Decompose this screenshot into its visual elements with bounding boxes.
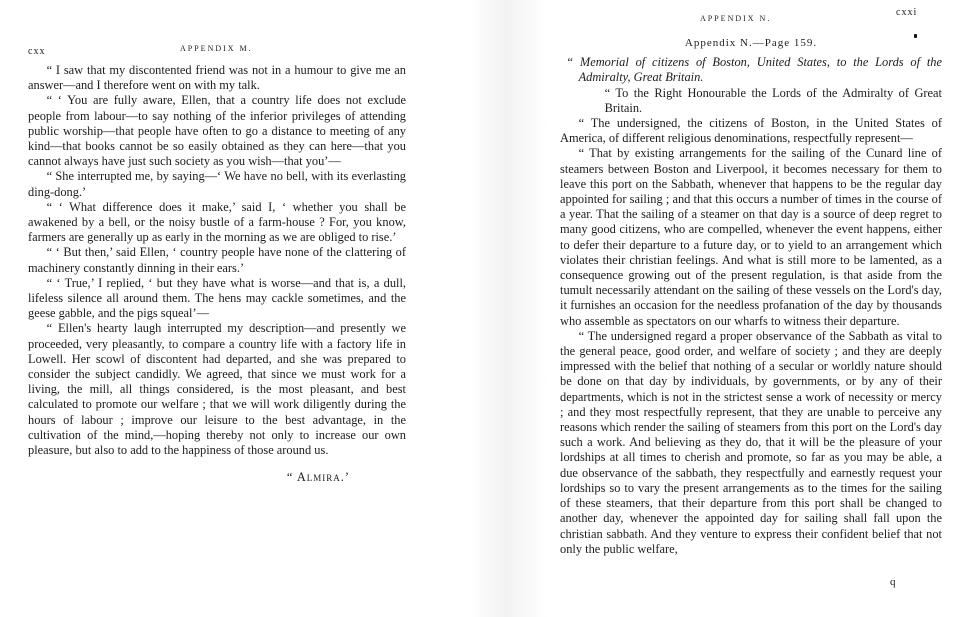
right-body-text [560, 36, 942, 557]
signature-almira: “ Almira.’ [286, 470, 350, 485]
appendix-n-heading: Appendix N.—Page 159. [684, 37, 818, 49]
left-paragraph-6: “ ‘ True,’ I replied, ‘ but they have what is worse—and that is, a dull, lifeless silence all around them. The hens may cackle sometimes, and the geese gabble, and the pigs squeal’— [28, 275, 406, 321]
left-running-head: APPENDIX M. [180, 44, 253, 53]
address-line: “ To the Right Honourable the Lords of the Admiralty of Great Britain. [604, 85, 942, 115]
right-paragraph-3: “ The undersigned regard a proper observance of the Sabbath as vital to the general peace, good order, and welfare of society ; and they are deeply impressed with the belief that nothing of a secular or worldly nature should be done on that day by individuals, by governments, or by any of their departments, which is not in the strictest sense a work of necessity or mercy ; and they most respectfully represent, that they are unable to perceive any reasons which render the sailing of steamers from this port on the Lord's day such a work. And believing as they do, that it will be the pleasure of your lordships at all times to cherish and promote, so far as you may be able, a due observance of the sabbath, they respectfully and earnestly request your lordships so to vary the present arrangements as to the times for the sailing of these steamers, that their departure from this port shall be changed to another day, whenever the appointed day for sailing shall fall upon the christian sabbath. And they venture to express their confident belief that not only the public welfare, [560, 328, 942, 556]
right-paragraph-1: “ The undersigned, the citizens of Boston, in the United States of America, of different religious denominations, respectfully represent— [560, 116, 942, 146]
left-paragraph-2: “ ‘ You are fully aware, Ellen, that a country life does not exclude people from labour—to say nothing of the inferior privileges of attending public worship—that people have often to go a distance to meeting of any kind—that books cannot be so easily obtained as they can here—that you cannot always have just such society as you wish—that you’— [28, 93, 406, 169]
left-paragraph-5: “ ‘ But then,’ said Ellen, ‘ country people have none of the clattering of machinery constantly dinning in their ears.’ [28, 245, 406, 275]
book-gutter [470, 0, 548, 617]
left-paragraph-3: “ She interrupted me, by saying—‘ We have no bell, with its everlasting ding-dong.’ [28, 169, 406, 199]
right-paragraph-2: “ That by existing arrangements for the sailing of the Cunard line of steamers between Boston and Liverpool, it becomes necessary for them to leave this port on the Sabbath, whenever that happens to be the regular day appointed for sailing ; and that this occurs a number of times in the course of a year. That the sailing of a steamer on that day is a source of deep regret to many good citizens, who are compelled, whenever the event happens, either to defer their departure to a future day, or to yield to an arrangement which violates their christian feelings. And what is still more to be lamented, as a consequence growing out of the present regulation, is that aside from the tumult necessarily attendant on the sailing of these vessels on the Lord's day, it furnishes an occasion for the needless profanation of the day by thousands who assemble as spectators on our wharfs to witness their departure. [560, 146, 942, 328]
left-paragraph-4: “ ‘ What difference does it make,’ said I, ‘ whether you shall be awakened by a bell, or the noisy bustle of a farm-house ? For, you know, farmers are generally up as early in the morning as we are obliged to rise.’ [28, 199, 406, 245]
left-body-text [28, 63, 406, 485]
left-folio: cxx [28, 46, 46, 57]
left-page [0, 0, 470, 617]
left-paragraph-1: “ I saw that my discontented friend was not in a humour to give me an answer—and I therefore went on with my talk. [28, 63, 406, 93]
right-running-head: APPENDIX N. [700, 14, 772, 23]
memorial-title: “ Memorial of citizens of Boston, United States, to the Lords of the Admiralty, Great Britain. [566, 55, 942, 85]
signature-mark: q [890, 576, 896, 588]
right-page [548, 0, 980, 617]
left-paragraph-7: “ Ellen's hearty laugh interrupted my description—and presently we proceeded, very pleasantly, to compare a country life with a factory life in Lowell. Her scowl of discontent had departed, and she was prepared to consider the subject candidly. We agreed, that since we must work for a living, the mill, all things considered, is the most pleasant, and best calculated to promote our welfare ; that we will work diligently during the hours of labour ; improve our leisure to the best advantage, in the cultivation of the mind,—hoping thereby not only to increase our own pleasure, but also to add to the happiness of those around us. [28, 321, 406, 458]
right-folio: cxxi [896, 7, 918, 18]
